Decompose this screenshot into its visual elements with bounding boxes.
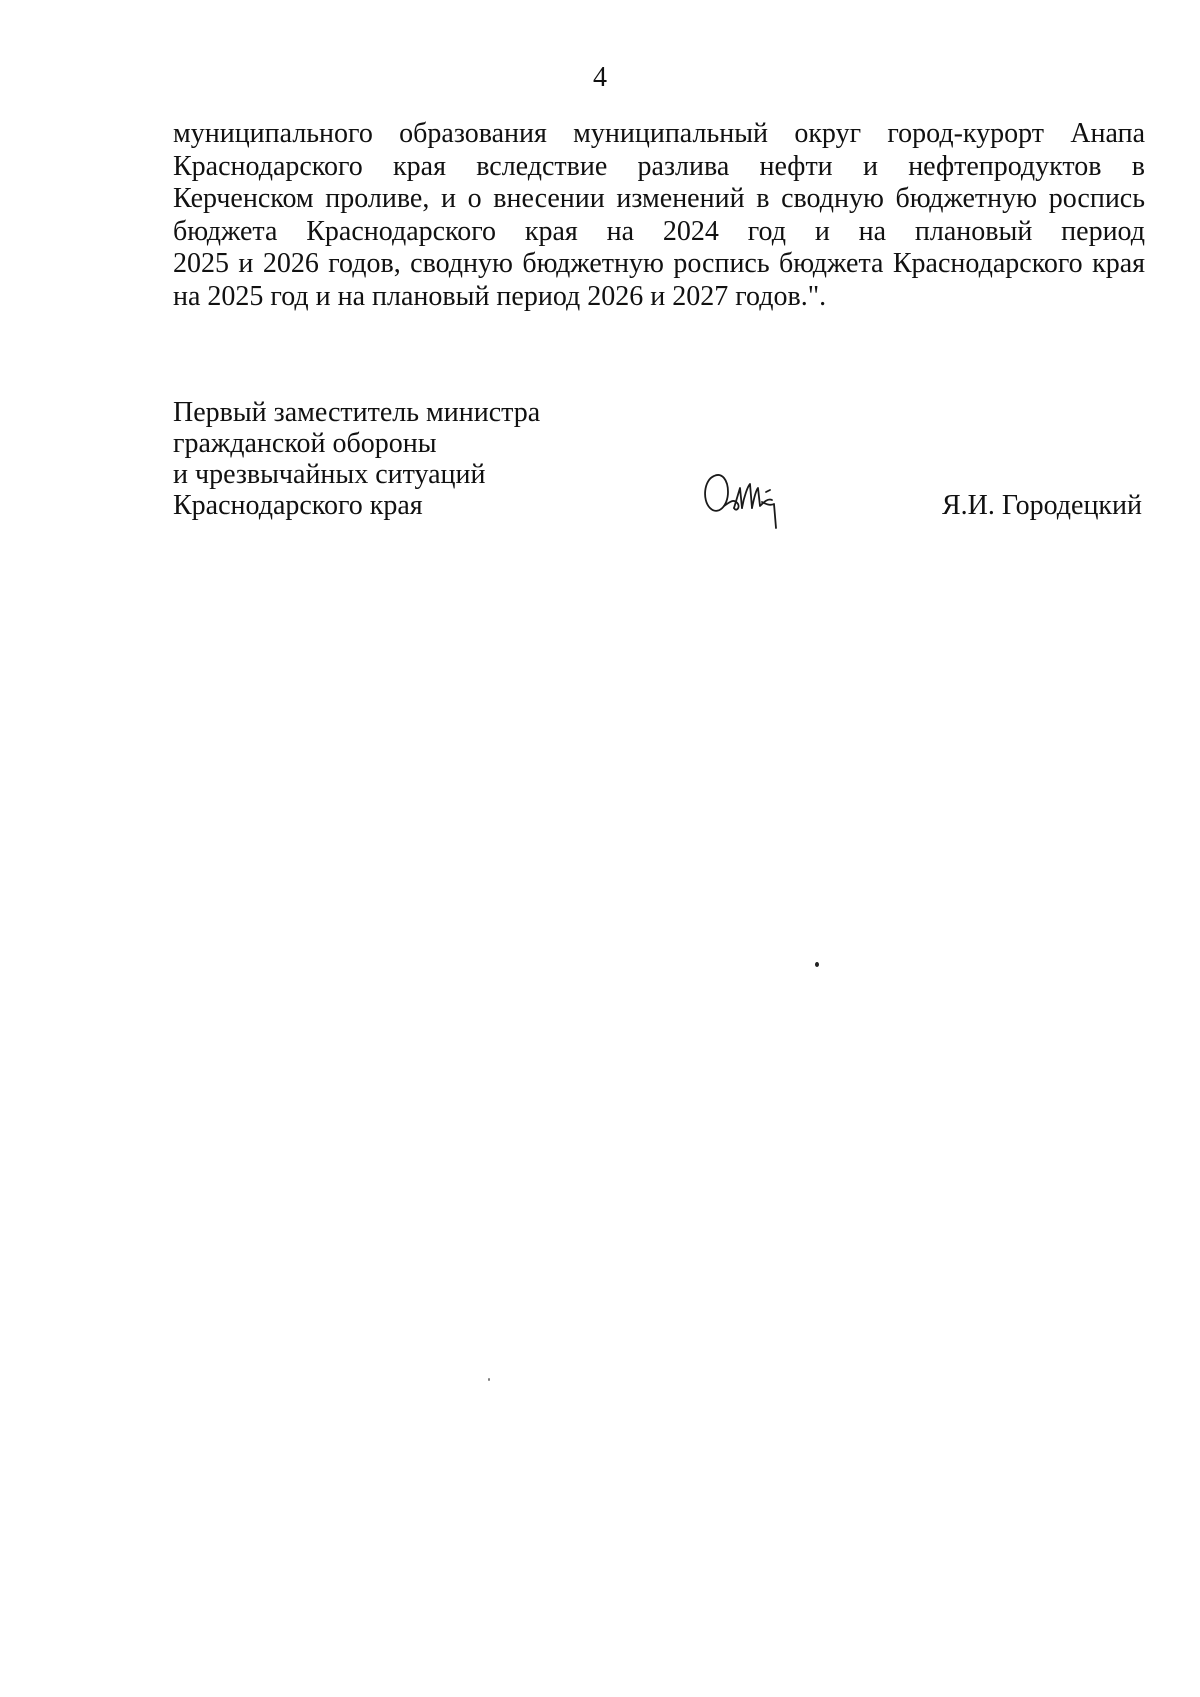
signatory-title-line: Первый заместитель министра [173,397,541,428]
body-line: Керченском проливе, и о внесении изменений в сводную бюджетную роспись [173,183,1145,215]
signatory-title-line: Краснодарского края [173,490,423,521]
handwritten-signature [700,462,800,530]
scan-speck [488,1378,490,1381]
scan-speck [815,962,819,967]
signatory-title [173,397,653,521]
body-paragraph [173,118,1145,314]
body-line: 2025 и 2026 годов, сводную бюджетную роспись бюджета Краснодарского края [173,248,1145,280]
signatory-title-line: и чрезвычайных ситуаций [173,459,486,490]
body-line: бюджета Краснодарского края на 2024 год и на плановый период [173,215,1145,247]
body-line: на 2025 год и на плановый период 2026 и 2027 годов.". [173,280,827,312]
signatory-title-line: гражданской обороны [173,428,437,459]
body-line: Краснодарского края вследствие разлива нефти и нефтепродуктов в [173,150,1145,182]
signer-name: Я.И. Городецкий [941,490,1142,521]
body-line: муниципального образования муниципальный округ город-курорт Анапа [173,118,1145,149]
page-number: 4 [593,62,607,93]
